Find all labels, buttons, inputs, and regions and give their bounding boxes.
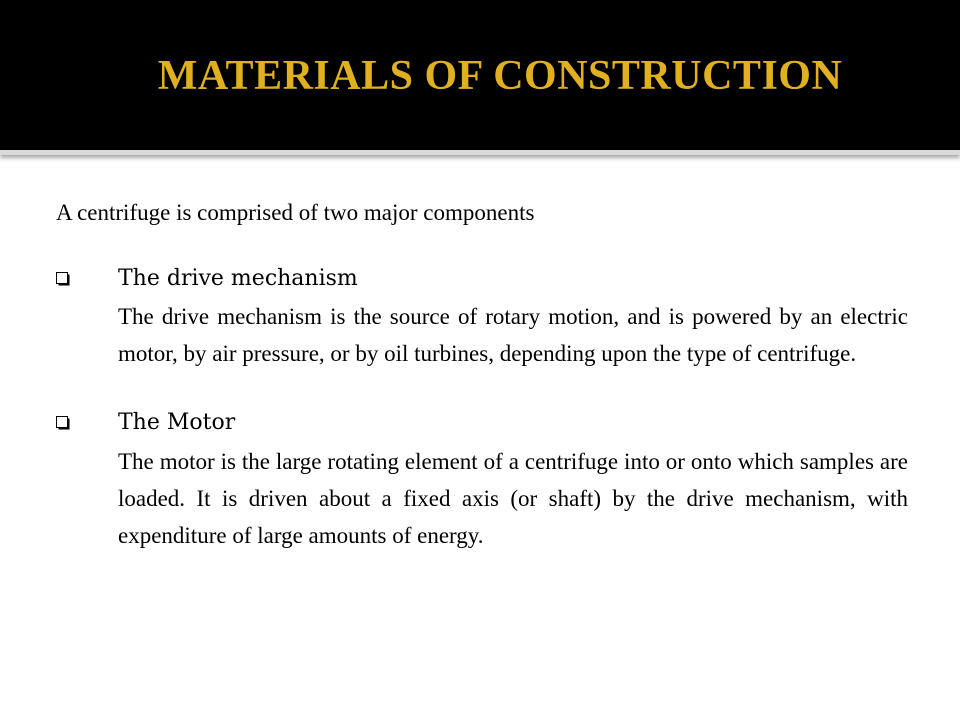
list-item-motor (56, 410, 908, 553)
intro-text: A centrifuge is comprised of two major components (56, 200, 535, 225)
checkbox-bullet-icon (56, 272, 70, 286)
item-title: The Motor (118, 410, 236, 436)
item-title: The drive mechanism (118, 265, 358, 291)
item-body: The motor is the large rotating element of a centrifuge into or onto which samples are loaded. It is driven about a fixed axis (or shaft) by the drive mechanism, with expenditure of large amounts of energy. (118, 448, 908, 548)
slide-title: MATERIALS OF CONSTRUCTION (157, 53, 843, 99)
slide-content (56, 198, 908, 592)
title-bar (0, 0, 960, 155)
checkbox-bullet-icon (56, 416, 70, 430)
item-body: The drive mechanism is the source of rotary motion, and is powered by an electric motor, by air pressure, or by oil turbines, depending upon the type of centrifuge. (118, 304, 908, 367)
list-item-drive-mechanism (56, 266, 908, 372)
